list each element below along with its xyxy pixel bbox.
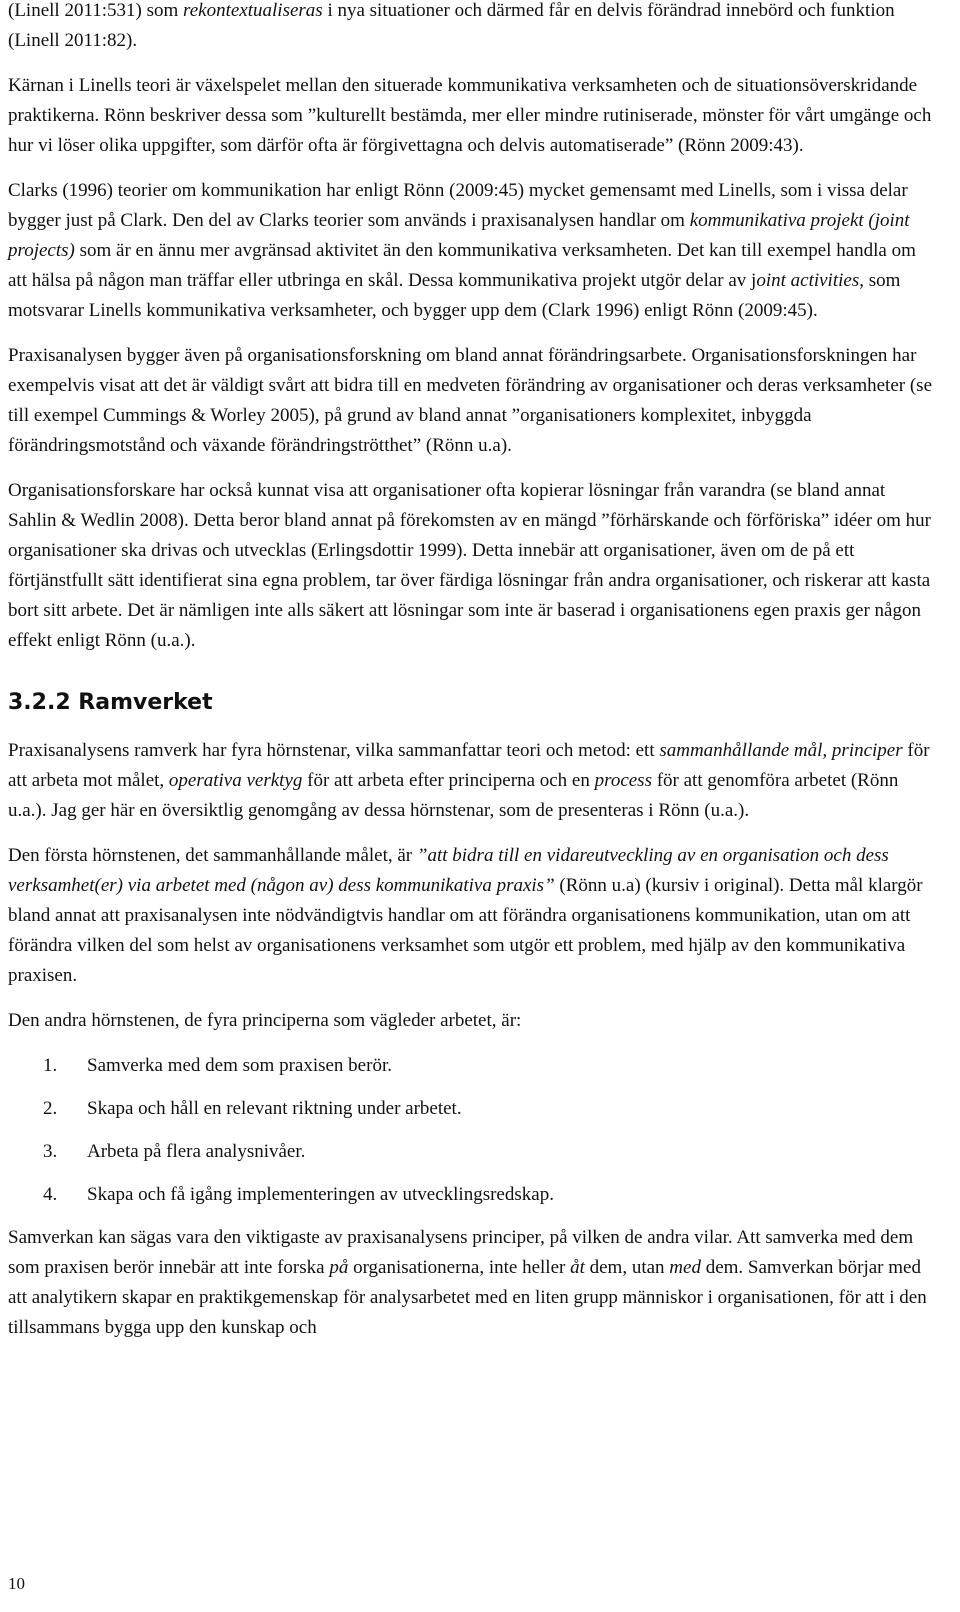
paragraph-1 bbox=[8, 0, 938, 56]
text-run: Den första hörnstenen, det sammanhållande målet, är bbox=[8, 845, 417, 866]
paragraph-6 bbox=[8, 736, 938, 826]
list-text: Arbeta på flera analysnivåer. bbox=[87, 1141, 306, 1162]
section-heading: 3.2.2 Ramverket bbox=[8, 690, 213, 715]
paragraph-8: Den andra hörnstenen, de fyra principerna som vägleder arbetet, är: bbox=[8, 1010, 522, 1031]
paragraph-7 bbox=[8, 841, 938, 991]
list-item bbox=[8, 1051, 938, 1081]
paragraph-3 bbox=[8, 176, 938, 326]
list-number: 1. bbox=[43, 1055, 58, 1076]
text-run: dem. Samverkan börjar med att analytikern skapar en praktikgemenskap för analysarbetet med en liten grupp människor i organisationen, för att i den tillsammans bygga upp den kunskap och bbox=[8, 1257, 927, 1338]
paragraph-4: Praxisanalysen bygger även på organisationsforskning om bland annat förändringsarbete. Organisationsforskningen har exempelvis visat att det är väldigt svårt att bidra till en medveten förändring av organisationer och deras verksamheter (se till exempel Cummings & Worley 2005), på grund av bland annat ”organisationers komplexitet, inbyggda förändringsmotstånd och växande förändringströtthet” (Rönn u.a). bbox=[8, 345, 932, 456]
text-run: dem, utan bbox=[584, 1257, 670, 1278]
text-run: som är en ännu mer avgränsad aktivitet än den kommunikativa verksamheten. Det kan till exempel handla om att hälsa på någon man träffar eller utbringa en skål. Dessa kommunikativa projekt utgör delar av j bbox=[8, 240, 916, 291]
italic-term: på bbox=[329, 1257, 349, 1278]
list-text: Skapa och få igång implementeringen av utvecklingsredskap. bbox=[87, 1184, 554, 1205]
list-item bbox=[8, 1137, 938, 1167]
page-number: 10 bbox=[8, 1574, 25, 1593]
text-run: Clarks (1996) teorier om kommunikation har enligt Rönn (2009:45) mycket gemensamt med Linells, som i vissa delar bygger just på Clark. Den del av Clarks teorier som används i praxisanalysen handlar om bbox=[8, 180, 908, 231]
text-run: i nya situationer och därmed får en delvis förändrad innebörd och funktion (Linell 2011:82). bbox=[8, 0, 895, 51]
text-run: organisationerna, inte heller bbox=[348, 1257, 571, 1278]
text-run: , som motsvarar Linells kommunikativa verksamheter, och bygger upp dem (Clark 1996) enligt Rönn (2009:45). bbox=[8, 270, 901, 321]
list-item bbox=[8, 1094, 938, 1124]
text-run: (Rönn u.a) (kursiv i original). Detta mål klargör bland annat att praxisanalysen inte nödvändigtvis handlar om att förändra organisationens kommunikation, utan om att förändra vilken del som helst av organisationens verksamhet som utgör ett problem, med hjälp av den kommunikativa praxisen. bbox=[8, 875, 923, 986]
italic-term: sammanhållande mål, principer bbox=[659, 740, 903, 761]
list-number: 2. bbox=[43, 1098, 58, 1119]
text-run: Praxisanalysens ramverk har fyra hörnstenar, vilka sammanfattar teori och metod: ett bbox=[8, 740, 660, 761]
italic-term: oint activities bbox=[756, 270, 860, 291]
paragraph-9 bbox=[8, 1223, 938, 1343]
italic-term: process bbox=[594, 770, 652, 791]
paragraph-2: Kärnan i Linells teori är växelspelet mellan den situerade kommunikativa verksamheten och de situationsöverskridande praktikerna. Rönn beskriver dessa som ”kulturellt bestämda, mer eller mindre rutiniserade, mönster för vårt umgänge och hur vi löser olika uppgifter, som därför ofta är förgivettagna och delvis automatiserade” (Rönn 2009:43). bbox=[8, 75, 932, 156]
text-run: för att genomföra arbetet (Rönn u.a.). Jag ger här en översiktlig genomgång av dessa hörnstenar, som de presenteras i Rönn (u.a.). bbox=[8, 770, 899, 821]
list-text: Samverka med dem som praxisen berör. bbox=[87, 1055, 392, 1076]
italic-term: kommunikativa projekt (joint projects) bbox=[8, 210, 910, 261]
italic-quote: ”att bidra till en vidareutveckling av en organisation och dess verksamhet(er) via arbetet med (någon av) dess kommunikativa praxis” bbox=[8, 845, 889, 896]
list-number: 3. bbox=[43, 1141, 58, 1162]
principles-list bbox=[8, 1051, 938, 1210]
list-number: 4. bbox=[43, 1184, 58, 1205]
text-run: (Linell 2011:531) som bbox=[8, 0, 184, 21]
list-item bbox=[8, 1180, 938, 1210]
text-run: Samverkan kan sägas vara den viktigaste av praxisanalysens principer, på vilken de andra vilar. Att samverka med dem som praxisen berör innebär att inte forska bbox=[8, 1227, 914, 1278]
text-run: för att arbeta efter principerna och en bbox=[302, 770, 595, 791]
list-text: Skapa och håll en relevant riktning under arbetet. bbox=[87, 1098, 462, 1119]
italic-term: rekontextualiseras bbox=[183, 0, 323, 21]
document-page bbox=[8, 0, 938, 1358]
paragraph-5: Organisationsforskare har också kunnat visa att organisationer ofta kopierar lösningar från varandra (se bland annat Sahlin & Wedlin 2008). Detta beror bland annat på förekomsten av en mängd ”förhärskande och förföriska” idéer om hur organisationer ska drivas och utvecklas (Erlingsdottir 1999). Detta innebär att organisationer, även om de på ett förtjänstfullt sätt identifierat sina egna problem, tar över färdiga lösningar från andra organisationer, och riskerar att kasta bort sitt arbete. Det är nämligen inte alls säkert att lösningar som inte är baserad i organisationens egen praxis ger någon effekt enligt Rönn (u.a.). bbox=[8, 480, 932, 651]
text-run: för att arbeta mot målet, bbox=[8, 740, 930, 791]
italic-term: åt bbox=[570, 1257, 585, 1278]
italic-term: med bbox=[669, 1257, 701, 1278]
italic-term: operativa verktyg bbox=[168, 770, 303, 791]
